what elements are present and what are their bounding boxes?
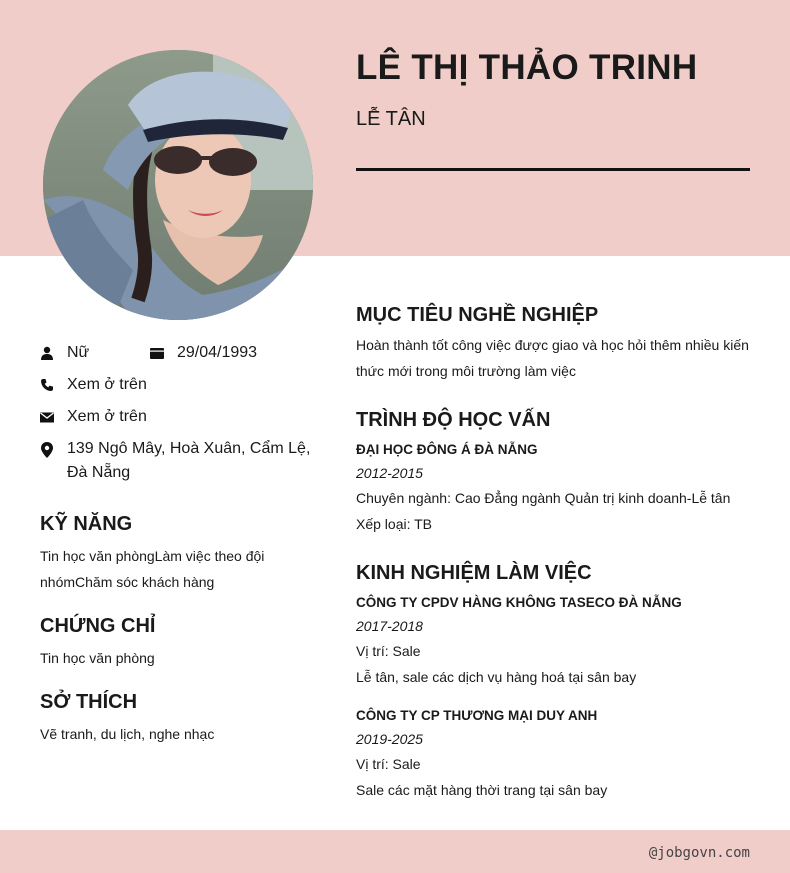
education-grade: Xếp loại: TB: [356, 516, 433, 532]
birthday-row: [150, 341, 257, 365]
profile-photo: [43, 50, 313, 320]
job-2-years: 2019-2025: [356, 731, 423, 747]
education-details: [356, 485, 730, 537]
hobbies-text: Vẽ tranh, du lịch, nghe nhạc: [40, 726, 215, 742]
gender-value: Nữ: [67, 344, 90, 361]
user-icon: [40, 346, 54, 360]
phone-value: Xem ở trên: [67, 376, 147, 393]
hobbies-title: SỞ THÍCH: [40, 691, 138, 713]
birthday-value: 29/04/1993: [177, 344, 258, 361]
skills-line-2: nhómChăm sóc khách hàng: [40, 574, 215, 590]
calendar-icon: [150, 346, 164, 360]
objective-title: MỤC TIÊU NGHỀ NGHIỆP: [356, 304, 599, 326]
footer-watermark: @jobgovn.com: [648, 845, 750, 861]
email-value: Xem ở trên: [67, 408, 147, 425]
experience-title: KINH NGHIỆM LÀM VIỆC: [356, 562, 592, 584]
job-1-position: Vị trí: Sale: [356, 643, 421, 659]
skills-text: [40, 543, 264, 595]
candidate-role: LỄ TÂN: [356, 108, 426, 130]
email-row: [40, 405, 147, 429]
job-2-company: CÔNG TY CP THƯƠNG MẠI DUY ANH: [356, 708, 598, 723]
address-row: [40, 437, 310, 485]
education-title: TRÌNH ĐỘ HỌC VẤN: [356, 409, 551, 431]
phone-row: [40, 373, 147, 397]
objective-line-2: thức mới trong môi trường làm việc: [356, 363, 576, 379]
gender-row: [40, 341, 89, 365]
mail-icon: [40, 410, 54, 424]
phone-icon: [40, 378, 54, 392]
job-2-details: [356, 751, 607, 803]
location-pin-icon: [40, 442, 54, 456]
education-school: ĐẠI HỌC ĐÔNG Á ĐÀ NẴNG: [356, 442, 538, 457]
certificates-title: CHỨNG CHỈ: [40, 615, 156, 637]
education-years: 2012-2015: [356, 465, 423, 481]
certificates-text: Tin học văn phòng: [40, 650, 155, 666]
address-value: [67, 437, 310, 485]
header-divider: [356, 168, 750, 171]
skills-title: KỸ NĂNG: [40, 513, 133, 535]
address-line-1: 139 Ngô Mây, Hoà Xuân, Cẩm Lệ,: [67, 440, 311, 457]
education-major: Chuyên ngành: Cao Đẳng ngành Quản trị kinh doanh-Lễ tân: [356, 490, 731, 506]
objective-text: [356, 332, 756, 384]
job-2-description: Sale các mặt hàng thời trang tại sân bay: [356, 782, 608, 798]
job-2-position: Vị trí: Sale: [356, 756, 421, 772]
address-line-2: Đà Nẵng: [67, 464, 131, 481]
objective-line-1: Hoàn thành tốt công việc được giao và học hỏi thêm nhiều kiến: [356, 337, 749, 353]
skills-line-1: Tin học văn phòngLàm việc theo đội: [40, 548, 265, 564]
job-1-years: 2017-2018: [356, 618, 423, 634]
candidate-name: LÊ THỊ THẢO TRINH: [356, 48, 698, 87]
job-1-company: CÔNG TY CPDV HÀNG KHÔNG TASECO ĐÀ NẴNG: [356, 595, 682, 610]
job-1-details: [356, 638, 636, 690]
job-1-description: Lễ tân, sale các dịch vụ hàng hoá tại sân bay: [356, 669, 637, 685]
